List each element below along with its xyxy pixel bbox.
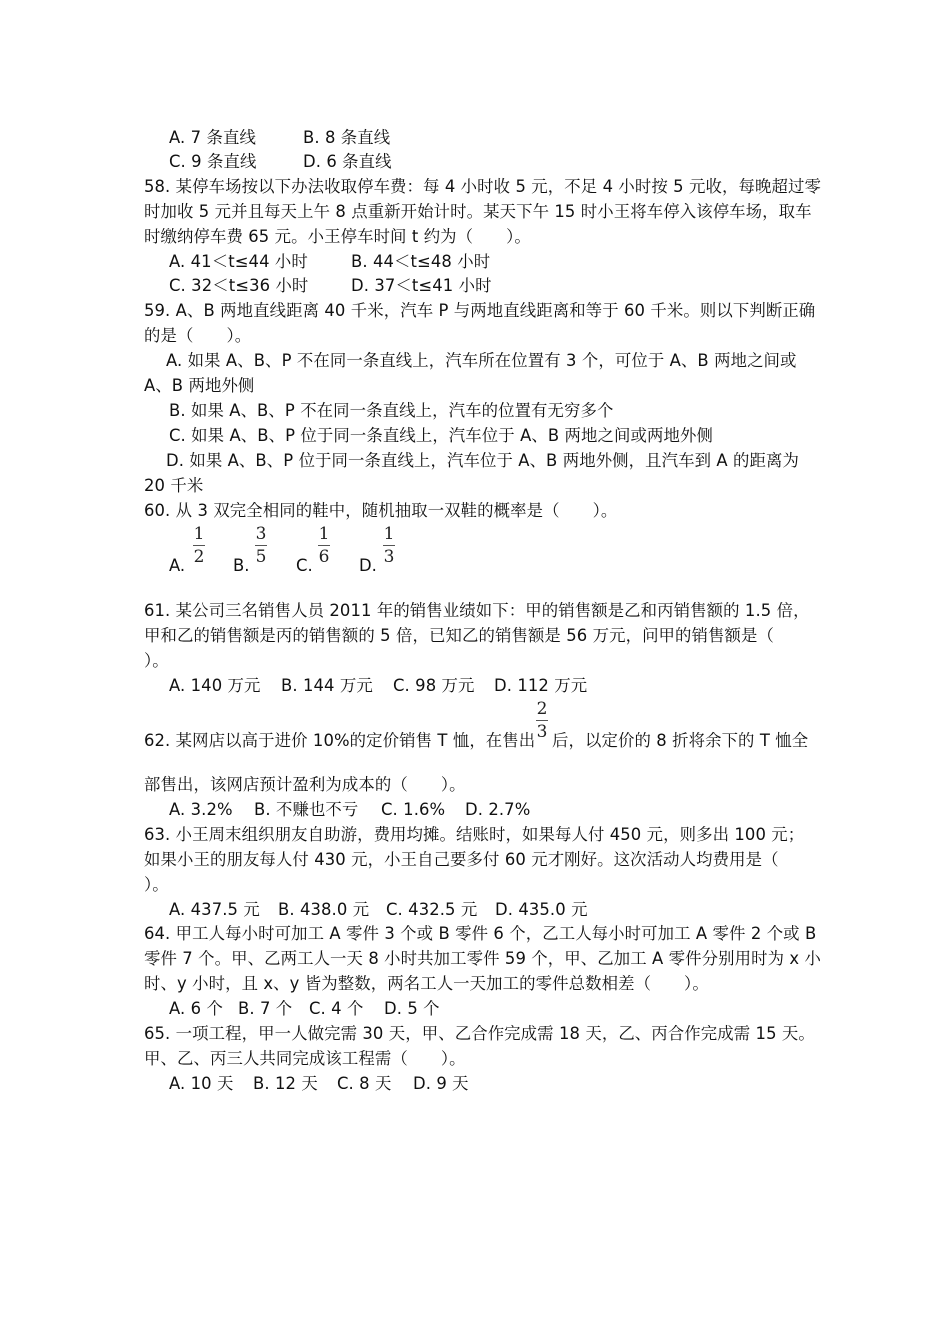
q65-stem-line-2: 甲、乙、丙三人共同完成该工程需（ ）。 [144,1049,466,1068]
q59-option-d-line-2: 20 千米 [144,476,204,495]
q64-option-b: B. 7 个 [238,999,293,1018]
q59-stem-line-2: 的是（ ）。 [144,326,252,345]
q60-option-d-label: D. [359,556,377,575]
q61-options-row [169,674,587,698]
q63-stem-line-3: ）。 [144,875,169,894]
q60-option-a-denominator: 2 [193,547,205,567]
q62-option-c: C. 1.6% [381,800,446,819]
q61-option-a: A. 140 万元 [169,676,261,695]
q64-stem-line-1: 64. 甲工人每小时可加工 A 零件 3 个或 B 零件 6 个，乙工人每小时可加工 A 零件 2 个或 B [144,924,817,943]
q63-option-a: A. 437.5 元 [169,900,260,919]
q58-stem-line-1: 58. 某停车场按以下办法收取停车费：每 4 小时收 5 元，不足 4 小时按 5 元收，每晚超过零 [144,177,821,196]
q62-options-row [169,798,530,822]
q59-stem-line-1: 59. A、B 两地直线距离 40 千米，汽车 P 与两地直线距离和等于 60 千米。则以下判断正确 [144,301,816,320]
q63-options-row [169,898,588,922]
q61-option-c: C. 98 万元 [393,676,475,695]
q59-option-d-line-1: D. 如果 A、B、P 位于同一条直线上，汽车位于 A、B 两地外侧，且汽车到 A 的距离为 [166,451,800,470]
q63-option-d: D. 435.0 元 [495,900,588,919]
q63-option-b: B. 438.0 元 [278,900,370,919]
q60-option-a-fraction [192,524,206,567]
q62-option-a: A. 3.2% [169,800,233,819]
q62-stem-line-1-before: 62. 某网店以高于进价 10%的定价销售 T 恤，在售出 [144,731,536,750]
q62-fraction-numerator: 2 [536,699,548,719]
q60-option-a-numerator: 1 [193,524,205,544]
q60-option-c-numerator: 1 [318,524,330,544]
q60-option-d-fraction [382,524,396,567]
q58-option-d: D. 37＜t≤41 小时 [351,276,492,295]
q62-option-d: D. 2.7% [465,800,531,819]
q60-option-b-denominator: 5 [255,547,267,567]
q57-options-row-1 [169,126,390,150]
q58-stem-line-2: 时加收 5 元并且每天上午 8 点重新开始计时。某天下午 15 时小王将车停入该停车场，取车 [144,202,812,221]
q64-option-c: C. 4 个 [309,999,364,1018]
q60-option-b-numerator: 3 [255,524,267,544]
q62-fraction-denominator: 3 [536,722,548,742]
q61-stem-line-3: ）。 [144,651,169,670]
q60-option-c-denominator: 6 [318,547,330,567]
q60-option-b-fraction [254,524,268,567]
q62-stem-fraction [535,699,549,742]
q64-stem-line-2: 零件 7 个。甲、乙两工人一天 8 小时共加工零件 59 个，甲、乙加工 A 零件分别用时为 x 小 [144,949,822,968]
q65-option-c: C. 8 天 [337,1074,392,1093]
q63-option-c: C. 432.5 元 [386,900,478,919]
q64-stem-line-3: 时、y 小时，且 x、y 皆为整数，两名工人一天加工的零件总数相差（ ）。 [144,974,709,993]
fraction-bar [255,545,267,546]
q64-option-d: D. 5 个 [384,999,440,1018]
q58-options-row-2 [169,274,492,298]
q57-option-c: C. 9 条直线 [169,152,257,171]
q58-stem-line-3: 时缴纳停车费 65 元。小王停车时间 t 约为（ ）。 [144,227,531,246]
q60-option-b-label: B. [233,556,250,575]
q61-stem-line-1: 61. 某公司三名销售人员 2011 年的销售业绩如下：甲的销售额是乙和丙销售额的 1.5 倍， [144,601,810,620]
q57-option-a: A. 7 条直线 [169,128,256,147]
q58-option-c: C. 32＜t≤36 小时 [169,276,309,295]
q60-option-a-label: A. [169,556,186,575]
q60-option-c-label: C. [296,556,313,575]
q62-stem-line-1-after: 后，以定价的 8 折将余下的 T 恤全 [552,731,809,750]
q61-stem-line-2: 甲和乙的销售额是丙的销售额的 5 倍，已知乙的销售额是 56 万元，问甲的销售额是（ [144,626,774,645]
q57-option-b: B. 8 条直线 [303,128,391,147]
q58-option-b: B. 44＜t≤48 小时 [351,252,491,271]
q61-option-d: D. 112 万元 [494,676,588,695]
q60-option-c-fraction [317,524,331,567]
q60-stem: 60. 从 3 双完全相同的鞋中，随机抽取一双鞋的概率是（ ）。 [144,501,618,520]
fraction-bar [193,545,205,546]
q65-option-b: B. 12 天 [253,1074,318,1093]
q63-stem-line-2: 如果小王的朋友每人付 430 元，小王自己要多付 60 元才刚好。这次活动人均费用是（ [144,850,779,869]
q59-option-b: B. 如果 A、B、P 不在同一条直线上，汽车的位置有无穷多个 [169,401,614,420]
q63-stem-line-1: 63. 小王周末组织朋友自助游，费用均摊。结账时，如果每人付 450 元，则多出 100 元； [144,825,805,844]
fraction-bar [536,720,548,721]
q59-option-c: C. 如果 A、B、P 位于同一条直线上，汽车位于 A、B 两地之间或两地外侧 [169,426,713,445]
q57-options-row-2 [169,150,392,174]
q61-option-b: B. 144 万元 [281,676,373,695]
q59-option-a-line-1: A. 如果 A、B、P 不在同一条直线上，汽车所在位置有 3 个，可位于 A、B 两地之间或 [166,351,797,370]
q57-option-d: D. 6 条直线 [303,152,392,171]
q62-option-b: B. 不赚也不亏 [254,800,359,819]
q64-option-a: A. 6 个 [169,999,223,1018]
q58-options-row-1 [169,250,490,274]
q60-option-d-numerator: 1 [383,524,395,544]
q58-option-a: A. 41＜t≤44 小时 [169,252,308,271]
q62-stem-line-2: 部售出，该网店预计盈利为成本的（ ）。 [144,775,466,794]
q60-option-d-denominator: 3 [383,547,395,567]
q64-options-row [169,997,440,1021]
q59-option-a-line-2: A、B 两地外侧 [144,376,255,395]
fraction-bar [383,545,395,546]
q65-stem-line-1: 65. 一项工程，甲一人做完需 30 天，甲、乙合作完成需 18 天，乙、丙合作完成需 15 天。 [144,1024,815,1043]
q65-option-d: D. 9 天 [413,1074,469,1093]
q65-options-row [169,1072,469,1096]
q65-option-a: A. 10 天 [169,1074,234,1093]
fraction-bar [318,545,330,546]
